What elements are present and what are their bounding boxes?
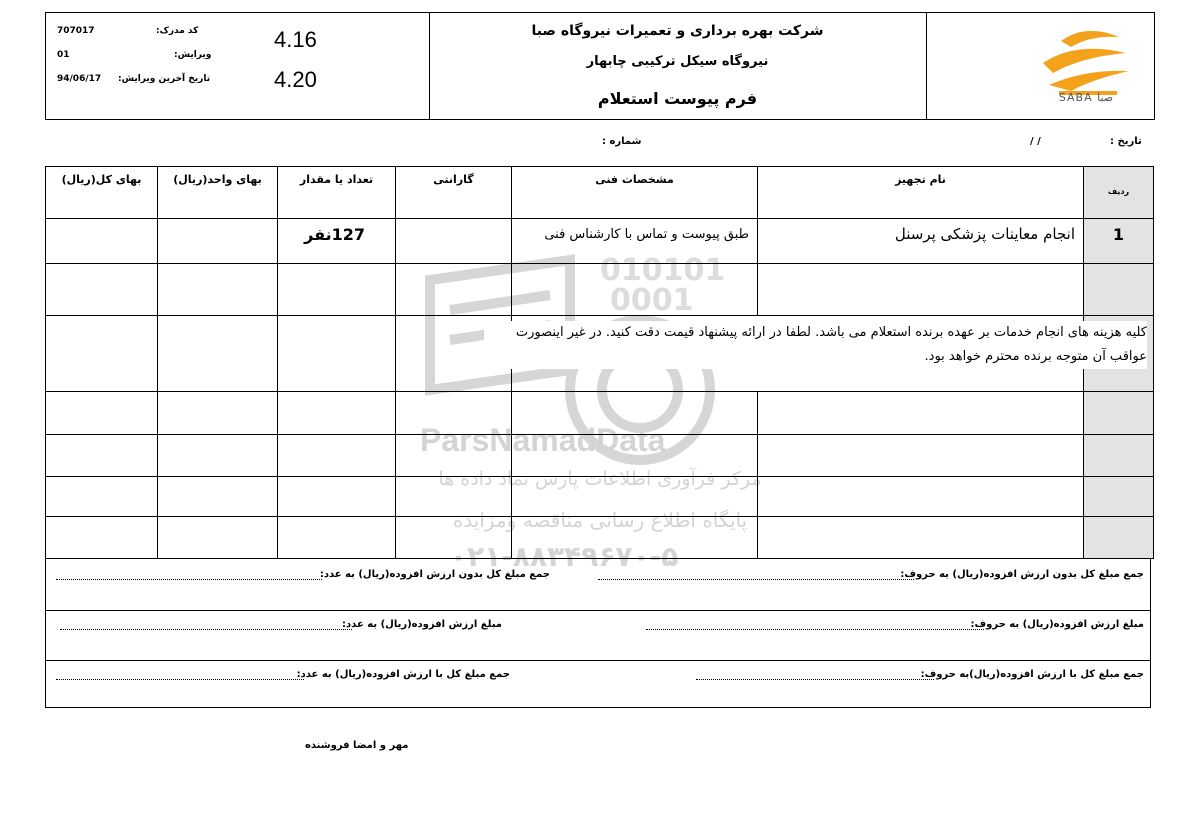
total-without-vat-words-label: جمع مبلغ کل بدون ارزش افزوده(ریال) به حروف: — [900, 569, 1144, 580]
doc-code-label: کد مدرک: — [156, 26, 199, 36]
revision-value: 01 — [57, 50, 70, 60]
cell-equipment: انجام معاینات پزشکی پرسنل — [758, 219, 1084, 264]
cell-warranty — [396, 219, 512, 264]
table-row — [46, 477, 1154, 517]
date-slashes: / / — [1030, 136, 1041, 147]
summary-box — [45, 558, 1151, 708]
header-divider — [926, 13, 927, 119]
watermark-brand: ParsNamadData — [420, 422, 666, 458]
header-equipment: نام تجهیز — [758, 167, 1084, 219]
date-label: تاریخ : — [1110, 136, 1142, 147]
table-row — [46, 392, 1154, 435]
summary-row-without-vat — [46, 559, 1150, 611]
cell-specs: طبق پیوست و تماس با کارشناس فنی — [512, 219, 758, 264]
watermark-line2: پایگاه اطلاع رسانی مناقصه ومزایده — [452, 508, 748, 532]
vat-words-label: مبلغ ارزش افزوده(ریال) به حروف: — [970, 619, 1144, 630]
cell-quantity: 127نفر — [278, 219, 396, 264]
svg-text:0001: 0001 — [610, 283, 694, 318]
plant-name: نیروگاه سیکل ترکیبی چابهار — [586, 54, 769, 69]
form-title: فرم پیوست استعلام — [597, 89, 758, 108]
last-revision-value: 94/06/17 — [57, 74, 102, 84]
dotted-line — [56, 679, 304, 680]
table-row — [46, 219, 1154, 264]
note-text: کلیه هزینه های انجام خدمات بر عهده برنده استعلام می باشد. لطفا در ارائه پیشنهاد قیمت دقت کنید. در غیر اینصورت عواقب آن متوجه برنده محترم خواهد بود. — [484, 321, 1147, 369]
cell-unit-price — [158, 219, 278, 264]
dotted-line — [696, 679, 934, 680]
total-without-vat-digits-label: جمع مبلغ کل بدون ارزش افزوده(ریال) به عدد: — [319, 569, 550, 580]
svg-text:010101: 010101 — [600, 253, 726, 288]
number-420: 4.20 — [274, 67, 317, 92]
inquiry-table — [45, 166, 1154, 559]
table-row — [46, 435, 1154, 477]
seller-signature-label: مهر و امضا فروشنده — [305, 740, 409, 751]
number-416: 4.16 — [274, 27, 317, 52]
summary-row-with-vat — [46, 661, 1150, 707]
header-box — [45, 12, 1155, 120]
watermark-phone: ۰۲۱-۸۸۳۴۹۶۷۰-۵ — [450, 540, 679, 573]
dotted-line — [598, 579, 914, 580]
summary-row-vat — [46, 611, 1150, 661]
revision-label: ویرایش: — [174, 50, 212, 60]
header-specs: مشخصات فنی — [512, 167, 758, 219]
dotted-line — [60, 629, 352, 630]
table-row — [46, 517, 1154, 559]
last-revision-label: تاریخ آخرین ویرایش: — [118, 74, 211, 84]
doc-code-value: 707017 — [57, 26, 95, 36]
header-unit-price: بهای واحد(ریال) — [158, 167, 278, 219]
total-with-vat-digits-label: جمع مبلغ کل با ارزش افزوده(ریال) به عدد: — [296, 669, 510, 680]
vat-digits-label: مبلغ ارزش افزوده(ریال) به عدد: — [342, 619, 502, 630]
logo-text: SABA صبا — [1058, 91, 1114, 104]
header-row-number: ردیف — [1084, 167, 1154, 219]
total-with-vat-words-label: جمع مبلغ کل با ارزش افزوده(ریال)به حروف: — [920, 669, 1144, 680]
note-cell — [512, 316, 1154, 392]
table-header-row — [46, 167, 1154, 219]
header-warranty: گارانتی — [396, 167, 512, 219]
dotted-line — [56, 579, 322, 580]
company-name: شرکت بهره برداری و تعمیرات نیروگاه صبا — [531, 23, 824, 39]
watermark-line1: مرکز فرآوری اطلاعات پارس نماد داده ها — [438, 468, 762, 490]
header-quantity: تعداد یا مقدار — [278, 167, 396, 219]
saba-logo — [1031, 23, 1141, 113]
table-row — [46, 264, 1154, 316]
cell-total-price — [46, 219, 158, 264]
dotted-line — [646, 629, 984, 630]
header-total-price: بهای کل(ریال) — [46, 167, 158, 219]
number-label: شماره : — [602, 136, 642, 147]
table-row — [46, 316, 1154, 392]
cell-row-number: 1 — [1084, 219, 1154, 264]
